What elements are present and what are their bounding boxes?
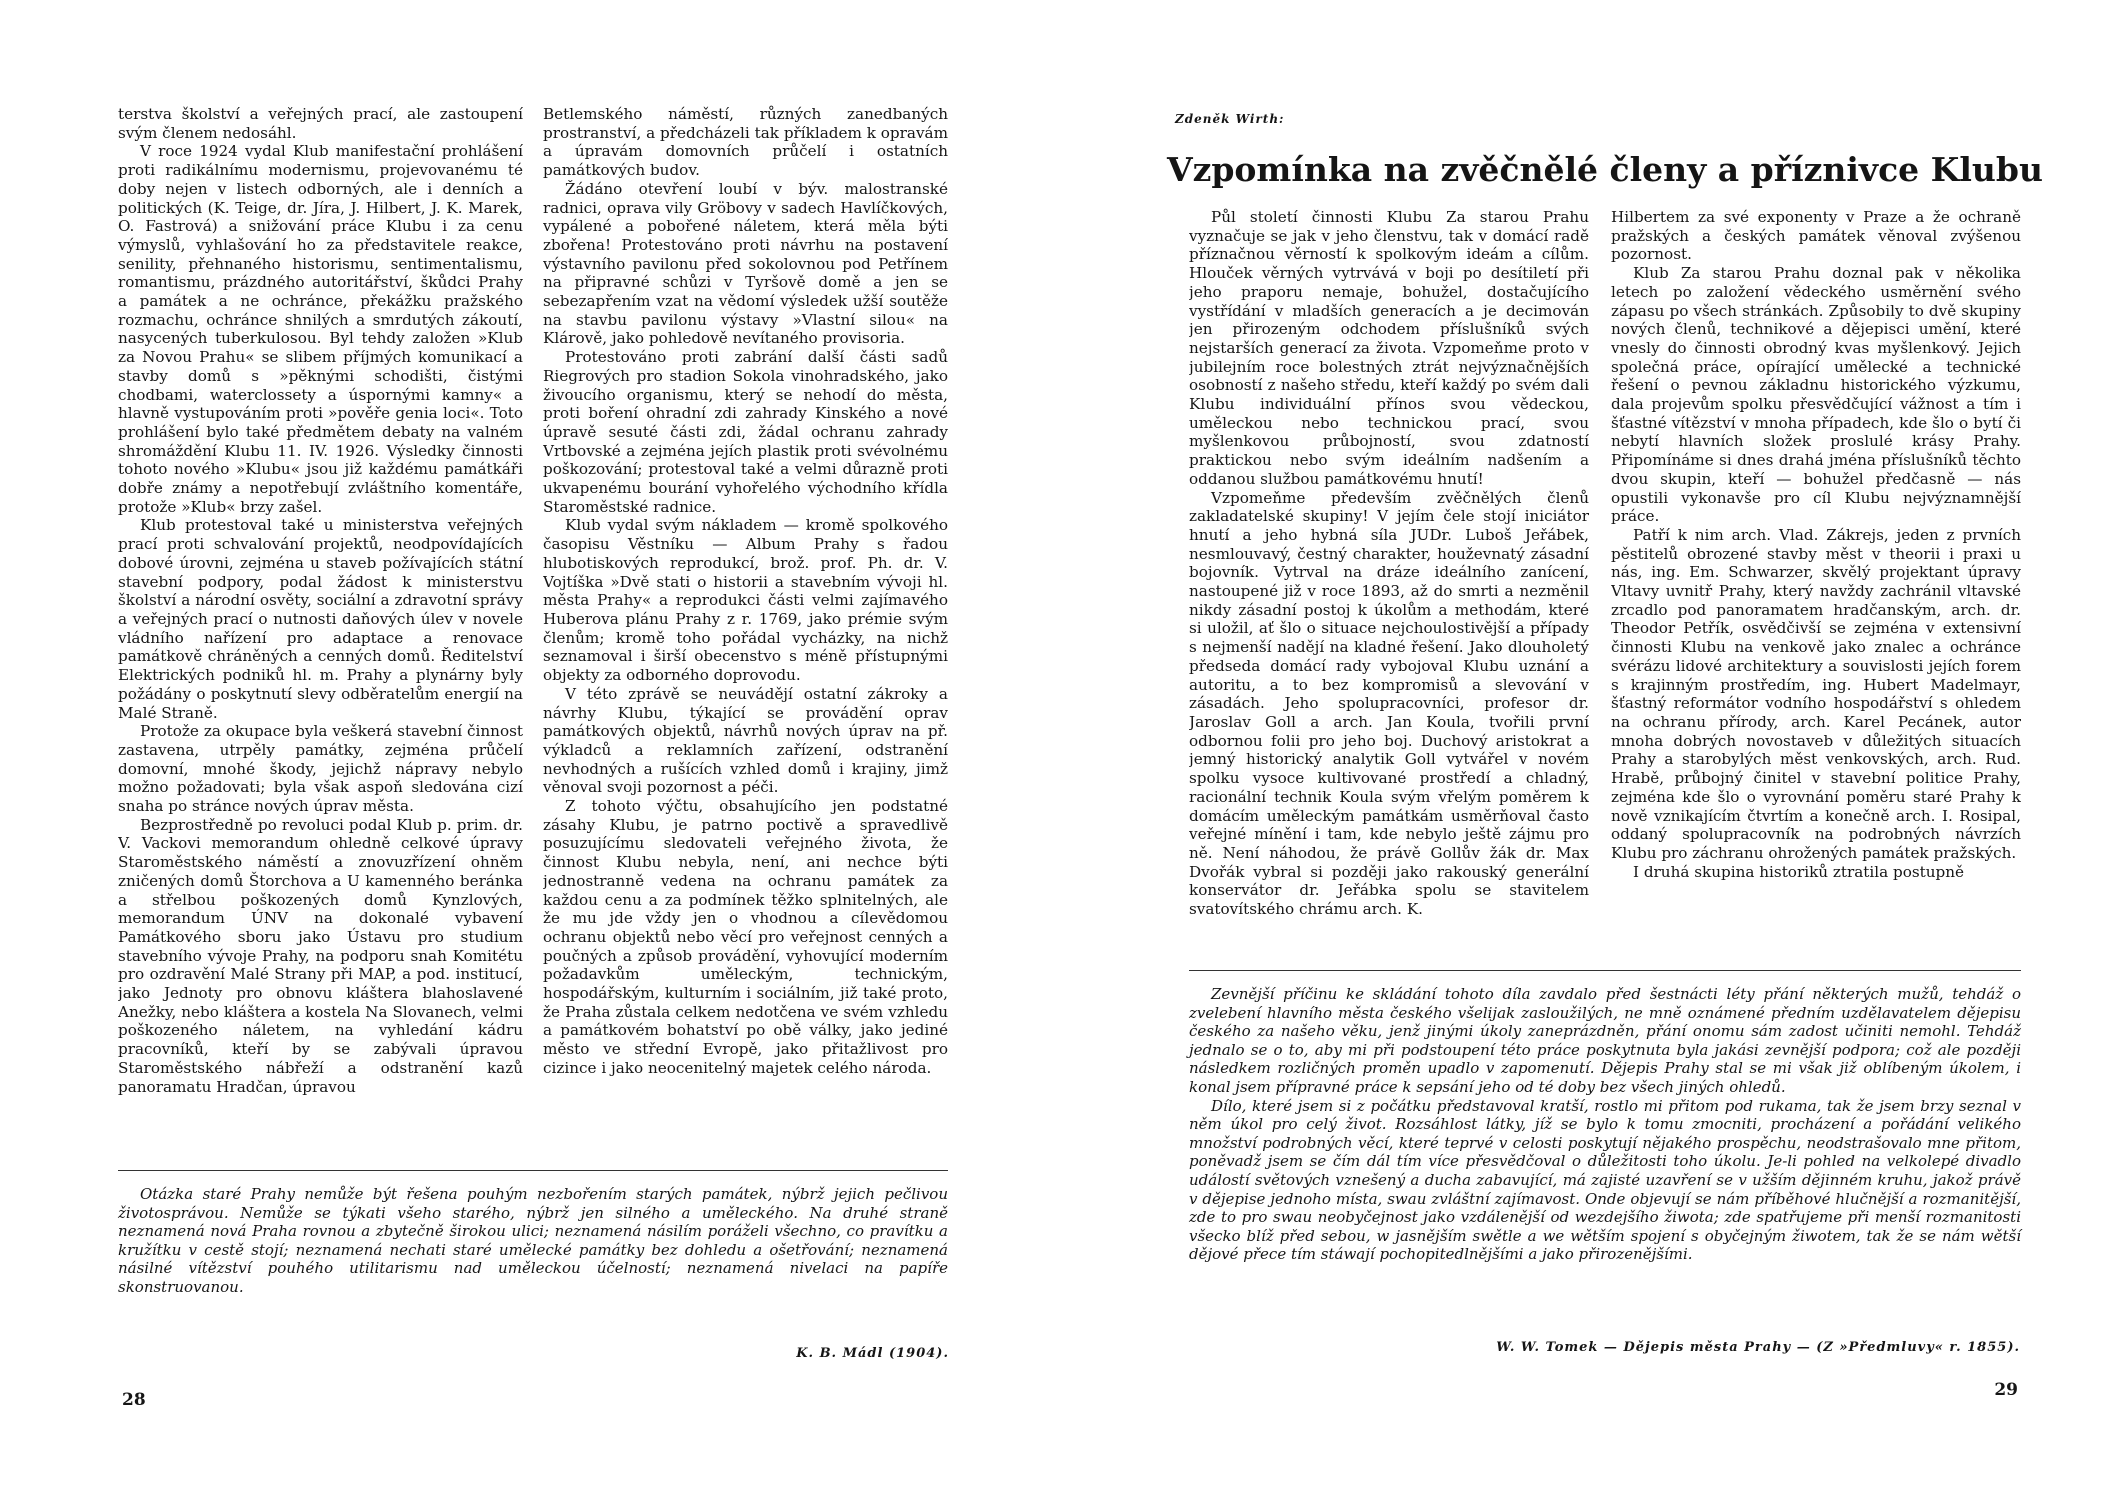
paragraph: Klub protestoval také u ministerstva veřejných prací proti schvalování projektů, neodpovídajících dobové úrovni, zejména u staveb požívajících státní stavební podpory, podal žádost k ministerstvu školství a národní osvěty, sociální a zdravotní správy a veřejných prací o nutnosti daňových úlev v novele vládního nařízení pro adaptace a renovace památkově chráněných a cenných domů. Ředitelství Elektrických podniků hl. m. Prahy a plynárny byly požádány o poskytnutí slevy odběratelům energií na Malé Straně. (118, 516, 523, 722)
paragraph: Bezprostředně po revoluci podal Klub p. prim. dr. V. Vackovi memorandum ohledně celkové úpravy Staroměstského náměstí a znovuzřízení ohněm zničených domů Štorchova a U kamenného beránka a střelbou poškozených domů Kynzlových, memorandum ÚNV na dokonalé vybavení Památkového sboru jako Ústavu pro studium stavebního vývoje Prahy, na podporu snah Komitétu pro ozdravění Malé Strany při MAP, a pod. institucí, jako Jednoty pro obnovu kláštera blahoslavené Anežky, nebo kláštera a kostela Na Slovanech, velmi poškozeného náletem, na vyhledání kádru pracovníků, kteří by se zabývali úpravou Staroměstského nábřeží a odstranění kazů panoramatu Hradčan, úpravou (118, 815, 523, 1096)
paragraph: Žádáno otevření loubí v býv. malostranské radnici, oprava vily Gröbovy v sadech Havlíčkových, vypálené a pobořené náletem, která měla býti zbořena! Protestováno proti návrhu na postavení výstavního pavilonu před sokolovnou pod Petřínem na připravné schůzi v Tyršově domě a jen se sebezapřením vzat na vědomí výsledek užší soutěže na stavbu pavilonu výstavy »Vlastní silou« na Klárově, jako pohledově nevítaného provisoria. (543, 179, 948, 348)
paragraph: I druhá skupina historiků ztratila postupně (1633, 862, 1965, 881)
divider (1189, 970, 2021, 971)
article-author: Zdeněk Wirth: (1175, 112, 1285, 126)
paragraph: terstva školství a veřejných prací, ale zastoupení svým členem nedosáhl. (118, 105, 523, 142)
paragraph: Protestováno proti zabrání další části sadů Riegrových pro stadion Sokola vinohradského, jako živoucího organismu, který se nehodí do města, proti boření ohradní zdi zahrady Kinského a nové úpravě sesuté části zdi, žádal ochranu zahrady Vrtbovské a zejména jejích plastik proti svévolnému poškozování; protestoval také a velmi důrazně proti ukvapenému bourání vyhořelého východního křídla Staroměstské radnice. (543, 348, 948, 516)
paragraph: V roce 1924 vydal Klub manifestační prohlášení proti radikálnímu modernismu, projevovanému té doby nejen v listech odborných, ale i denních a politických (K. Teige, dr. Jíra, J. Hilbert, J. K. Marek, O. Fastrová) a snižování práce Klubu i za cenu výmyslů, vyhlašování ho za představitele reakce, senility, přehnaného historismu, sentimentalismu, romantismu, prázdného autoritářství, škůdci Prahy a památek a ne ochránce, překážku pražského rozmachu, ochránce shnilých a smrdutých zákoutí, nasycených tuberkulosou. Byl tehdy založen »Klub za Novou Prahu« se slibem příjmých komunikací a stavby domů s »pěknými schodišti, čistými chodbami, waterclossety a úspornými kamny« a hlavně vystupováním proti »pověře genia loci«. Toto prohlášení bylo také předmětem debaty na valném shromáždění Klubu 11. IV. 1926. Výsledky činnosti tohoto nového »Klubu« jsou již každému památkáři dobře známy a nepotřebují zvláštního komentáře, protože »Klub« brzy zašel. (118, 142, 523, 516)
paragraph: Půl století činnosti Klubu Za starou Prahu vyznačuje se jak v jeho členstvu, tak v domácí radě příznačnou věrností k spolkovým ideám a cílům. Hlouček věrných vytrvává v boji po desítiletí při jeho praporu nemaje, bohužel, dostačujícího vystřídání v mladších generacích a je decimován jen přirozeným odchodem příslušníků svých nejstarších generací za života. Vzpomeňme proto v jubilejním roce bolestných ztrát nejvýznačnějších osobností z našeho středu, kteří každý po svém dali Klubu individuální přínos svou vědeckou, uměleckou nebo technickou prací, svou myšlenkovou průbojností, svou zdatností praktickou nebo svým ideálním nadšením a oddanou službou památkovému hnutí! (1189, 208, 1589, 488)
quote-text: Otázka staré Prahy nemůže být řešena pouhým nezbořením starých památek, nýbrž jejich pečlivou životosprávou. Nemůže se týkati všeho starého, nýbrž jen silného a uměleckého. Na druhé straně neznamená nová Praha rovnou a zbytečně širokou ulici; neznamená násilím poráželi všechno, co pravítku a kružítku v cestě stojí; neznamená nechati staré umělecké památky bez dohledu a ošetřování; neznamená násilné vítězství pouhého utilitarismu nad uměleckou účelností; neznamená nivelaci na papíře skonstruovanou. (118, 1185, 948, 1296)
left-quote (118, 1185, 948, 1297)
paragraph: Klub vydal svým nákladem — kromě spolkového časopisu Věstníku — Album Prahy s řadou hlubotiskových reprodukcí, brož. prof. Ph. dr. V. Vojtíška »Dvě stati o historii a stavebním vývoji hl. města Prahy« a reprodukci části velmi zajímavého Huberova plánu Prahy z r. 1769, jako prémie svým členům; kromě toho pořádal vycházky, na nichž seznamoval i širší obecenstvo s méně přístupnými objekty za odborného doprovodu. (543, 516, 948, 685)
right-column-2 (1611, 208, 2021, 956)
right-quote (1189, 985, 2021, 1264)
quote-text: Dílo, které jsem si z počátku představoval kratší, rostlo mi přitom pod rukama, tak že jsem brzy seznal v něm úkol pro celý život. Rozsáhlost látky, jíž se bylo k tomu zmocniti, procházení a pořádání velikého množství podrobných věcí, které teprvé v celosti poskytují nějakého prospěchu, neodstrašovalo mne přitom, poněvadž jsem se čím dál tím více přesvědčoval o důležitosti toho úkolu. Je-li pohled na velkolepé divadlo událostí světových vznešený a ducha zabavující, má zajisté uzavření se v užším dějinném kruhu, jakož právě v dějepise jednoho místa, swau zvláštní zajímavost. Onde objevují se nám příběhové hlučnější a rozmanitější, zde to pro swau neobyčejnost jako vzdálenější od wezdejšího žiwota; zde spatřujeme při menší rozmanitosti všecko blíž před sebou, w jasnějším swětle a we wětším spojení s obyčejným žiwotem, tak že se nám wětší dějové přece tím stáwají pochopitedlnějšími a jako přirozenějšími. (1189, 1096, 2021, 1264)
paragraph: Patří k nim arch. Vlad. Zákrejs, jeden z prvních pěstitelů obrozené stavby měst v theorii i praxi u nás, ing. Em. Schwarzer, skvělý projektant úpravy Vltavy uvnitř Prahy, který navždy zachránil vltavské zrcadlo pod panoramatem hradčanským, arch. dr. Theodor Petřík, osvědčivší se zejména v extensivní činnosti Klubu na venkově jako znalec a ochránce svérázu lidové architektury a souvislosti jejích forem s krajinným prostředím, ing. Hubert Madelmayr, šťastný reformátor vodního hospodářství s ohledem na ochranu přírody, arch. Karel Pecánek, autor mnoha dobrých novostaveb v důležitých situacích Prahy a starobylých měst venkovských, arch. Rud. Hrabě, průbojný činitel v stavební politice Prahy, zejména kde šlo o vyrovnání poměru staré Prahy k nově vznikajícím čtvrtím a konečně arch. I. Rosipal, oddaný spolupracovník na podrobných návrzích Klubu pro záchranu ohrožených památek pražských. (1611, 525, 2021, 862)
paragraph: V této zprávě se neuvádějí ostatní zákroky a návrhy Klubu, týkající se provádění oprav památkových objektů, návrhů nových úprav na př. výkladců a reklamních zařízení, odstranění nevhodných a rušících vzhled domů i krajiny, jimž věnoval svoji pozornost a péči. (543, 684, 948, 797)
paragraph: Vzpomeňme především zvěčnělých členů zakladatelské skupiny! V jejím čele stojí iniciátor hnutí a jeho hybná síla JUDr. Luboš Jeřábek, nesmlouvavý, čestný charakter, houževnatý zásadní bojovník. Vytrval na dráze ideálního zanícení, nastoupené již v roce 1893, až do smrti a nezměnil nikdy zásadní postoj k úkolům a methodám, které si uložil, ať šlo o situace nejchoulostivější a případy s nejmenší nadějí na kladné řešení. Jako dlouholetý předseda domácí rady vybojoval Klubu uznání a autoritu, a to bez kompromisů a slevování v zásadách. Jeho spolupracovníci, profesor dr. Jaroslav Goll a arch. Jan Koula, tvořili první odbornou folii pro jeho boj. Duchový aristokrat a jemný historický analytik Goll vytvářel v novém spolku vysoce kultivované prostředí a chladný, racionální technik Koula svým vřelým poměrem k domácím uměleckým památkám usměrňoval často veřejné mínění i tam, kde nebylo ještě zájmu pro ně. Není náhodou, že právě Gollův žák dr. Max Dvořák vybral si později jako rakouský generální konservátor dr. Jeřábka spolu se stavitelem svatovítského chrámu arch. K. (1189, 488, 1589, 919)
divider (118, 1170, 948, 1171)
left-column-1 (118, 105, 523, 1163)
page-number: 28 (122, 1390, 146, 1410)
right-column-1 (1189, 208, 1589, 956)
article-title: Vzpomínka na zvěčnělé členy a příznivce Klubu (1167, 150, 2043, 189)
paragraph: Protože za okupace byla veškerá stavební činnost zastavena, utrpěly památky, zejména průčelí domovní, mnohé škody, jejichž nápravy nebylo možno požadovati; byla však aspoň sledována cizí snaha po stránce nových úprav města. (118, 722, 523, 816)
left-column-2 (543, 105, 948, 1163)
page-number: 29 (1994, 1380, 2018, 1400)
paragraph: Hilbertem za své exponenty v Praze a že ochraně pražských a českých památek věnoval zvýšenou pozornost. (1611, 208, 2021, 264)
paragraph: Klub Za starou Prahu doznal pak v několika letech po založení vědeckého usměrnění svého zápasu po všech stránkách. Způsobily to dvě skupiny nových členů, technikové a dějepisci umění, které vnesly do činnosti obrodný kvas myšlenkový. Jejich společná práce, opírající umělecké a technické řešení o pevnou základnu historického výzkumu, dala projevům spolku přesvědčující vážnost a tím i šťastné vítězství v mnoha případech, kde šlo o bytí či nebytí hlavních složek proslulé krásy Prahy. Připomínáme si dnes drahá jména příslušníků těchto dvou skupin, kteří — bohužel předčasně — nás opustili vykonavše pro cíl Klubu nejvýznamnější práce. (1611, 264, 2021, 526)
right-page (1057, 0, 2114, 1500)
quote-attribution: K. B. Mádl (1904). (796, 1346, 949, 1361)
quote-attribution: W. W. Tomek — Dějepis města Prahy — (Z »Předmluvy« r. 1855). (1496, 1340, 2020, 1355)
quote-text: Zevnější příčinu ke skládání tohoto díla zavdalo před šestnácti léty přání některých mužů, tehdáž o zvelebení hlavního města českého všelijak zasloužilých, ne mně oznámené předním uzdělavatelem dějepisu českého za našeho věku, jenž jinými úkoly zaneprázdněn, přání onomu sám zadost učiniti nemohl. Tehdáž jednalo se o to, aby mi při podstoupení této práce poskytnuta byla jakási zevnější podpora; což ale později následkem rozličných proměn upadlo v zapomenutí. Dějepis Prahy stal se mi však již oblíbeným úkolem, i konal jsem přípravné práce k sepsání jeho od té doby bez všech jiných ohledů. (1189, 985, 2021, 1096)
paragraph: Z tohoto výčtu, obsahujícího jen podstatné zásahy Klubu, je patrno poctivě a spravedlivě posuzujícímu sledovateli veřejného života, že činnost Klubu nebyla, není, ani nechce býti jednostranně vedena na ochranu památek za každou cenu a za podmínek těžko splnitelných, ale že mu jde vždy jen o vhodnou a cílevědomou ochranu objektů nebo věcí pro veřejnost cenných a poučných a způsob provádění, vyhovující moderním požadavkům uměleckým, technickým, hospodářským, kulturním i sociálním, již také proto, že Praha zůstala celkem nedotčena ve svém vzhledu a památkovém bohatství po obě války, jako jediné město ve střední Evropě, jako přitažlivost pro cizince i jako neocenitelný majetek celého národa. (543, 797, 948, 1077)
paragraph: Betlemského náměstí, různých zanedbaných prostranství, a předcházeli tak příkladem k opravám a úpravám domovních průčelí i ostatních památkových budov. (543, 105, 948, 180)
